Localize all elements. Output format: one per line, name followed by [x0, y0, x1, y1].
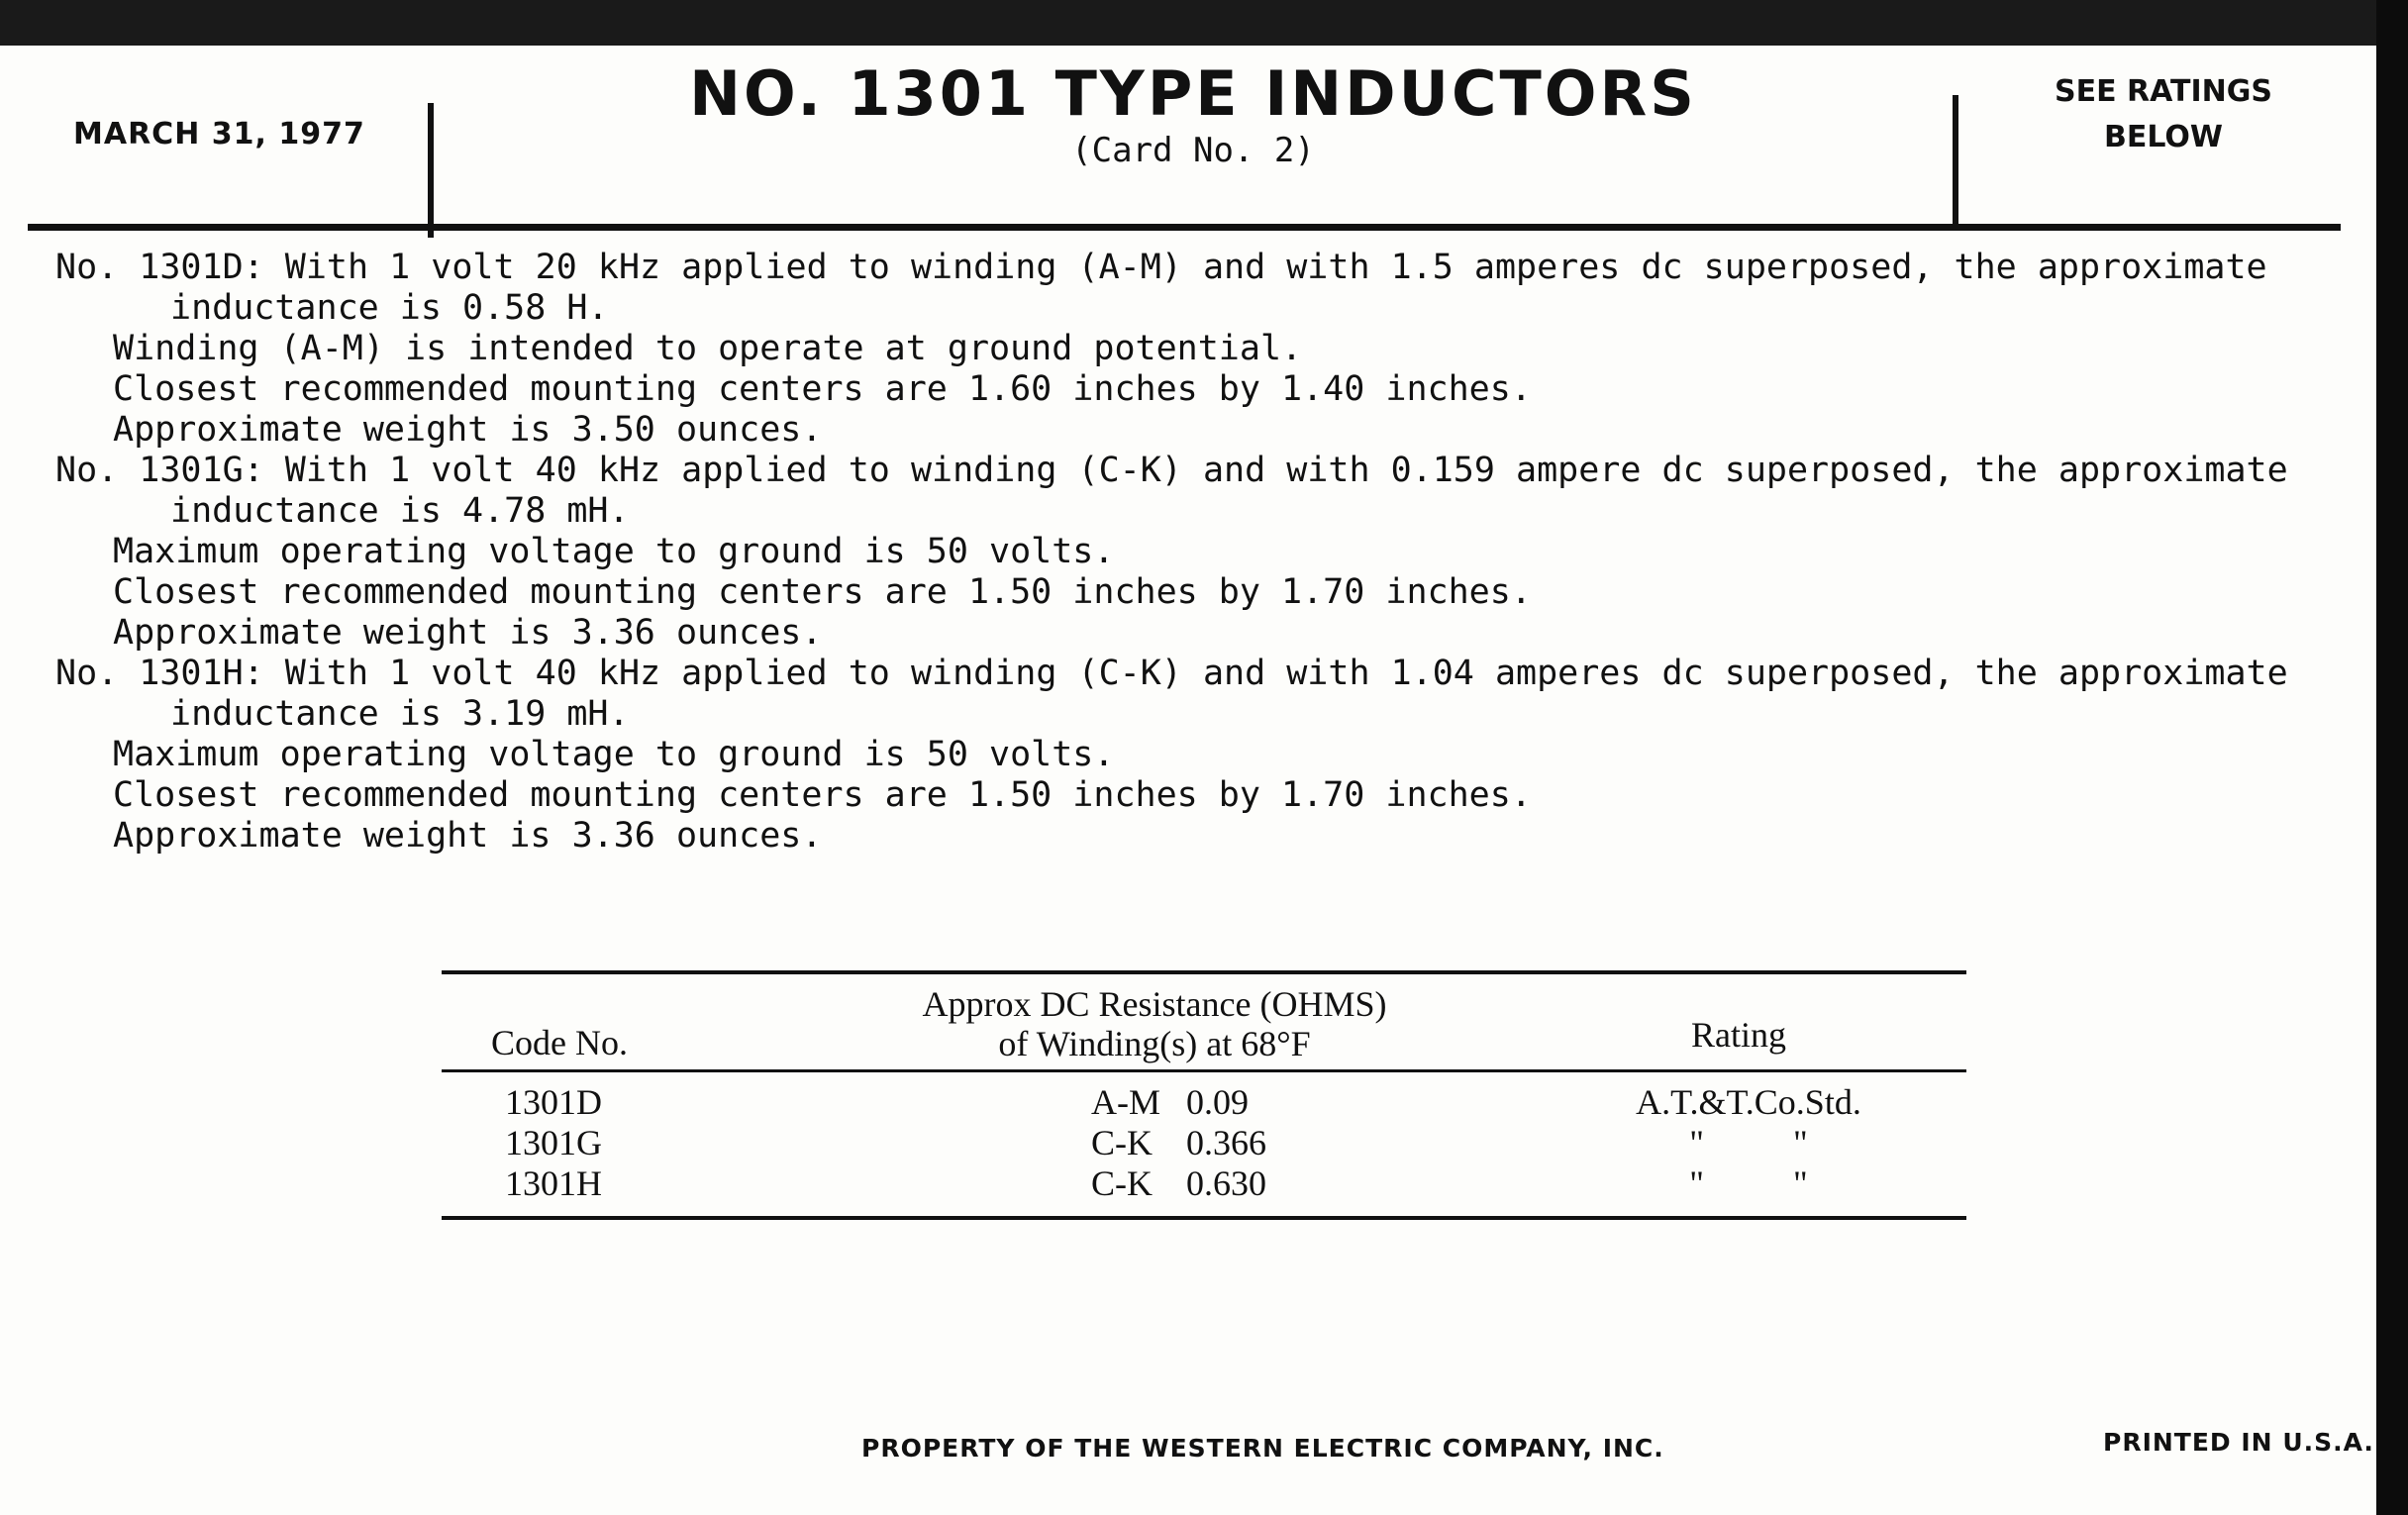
spec-line: Closest recommended mounting centers are 1.50 inches by 1.70 inches.: [113, 572, 1532, 612]
header-divider-left: [428, 103, 434, 238]
column-header-rating: Rating: [1691, 1015, 1786, 1055]
scan-edge: [2376, 0, 2408, 1515]
cell-rating: A.T.&T.Co.Std.: [1636, 1082, 1861, 1122]
cell-code: 1301G: [505, 1123, 602, 1162]
column-header-resistance-line2: of Winding(s) at 68°F: [998, 1024, 1311, 1063]
spec-line: No. 1301H: With 1 volt 40 kHz applied to winding (C-K) and with 1.04 amperes dc superposed, the approximate: [55, 654, 2288, 693]
column-header-code: Code No.: [491, 1023, 628, 1062]
spec-line: Approximate weight is 3.50 ounces.: [113, 410, 823, 450]
footer-printed-notice: PRINTED IN U.S.A.: [2103, 1428, 2374, 1457]
spec-line: No. 1301G: With 1 volt 40 kHz applied to winding (C-K) and with 0.159 ampere dc superposed, the approximate: [55, 451, 2288, 490]
card-title: NO. 1301 TYPE INDUCTORS: [689, 57, 1697, 130]
cell-winding: C-K: [1091, 1123, 1153, 1162]
column-header-resistance-line1: Approx DC Resistance (OHMS): [922, 984, 1387, 1024]
cell-rating: " ": [1689, 1163, 1808, 1203]
spec-line: Closest recommended mounting centers are 1.60 inches by 1.40 inches.: [113, 369, 1532, 409]
cell-winding: A-M: [1091, 1082, 1160, 1122]
cell-winding: C-K: [1091, 1163, 1153, 1203]
spec-line: inductance is 0.58 H.: [170, 288, 609, 328]
cell-resistance: 0.366: [1186, 1123, 1266, 1162]
spec-line: Approximate weight is 3.36 ounces.: [113, 816, 823, 856]
spec-line: Maximum operating voltage to ground is 50 volts.: [113, 532, 1115, 571]
ratings-note-line1: SEE RATINGS: [2055, 74, 2272, 109]
table-row: [442, 1162, 1966, 1204]
table-row: [442, 1122, 1966, 1163]
specification-text: [55, 248, 2333, 857]
spec-line: Maximum operating voltage to ground is 50 volts.: [113, 735, 1115, 774]
header-divider-right: [1953, 95, 1958, 228]
card-subtitle: (Card No. 2): [1071, 131, 1315, 170]
spec-line: Winding (A-M) is intended to operate at ground potential.: [113, 329, 1303, 368]
card-date: MARCH 31, 1977: [73, 117, 365, 152]
table-rule-bottom: [442, 1216, 1966, 1220]
spec-line: inductance is 3.19 mH.: [170, 694, 630, 734]
spec-line: Approximate weight is 3.36 ounces.: [113, 613, 823, 653]
ratings-note: [1970, 69, 2357, 160]
ratings-note-line2: BELOW: [2104, 120, 2223, 154]
table-rule-header: [442, 1069, 1966, 1072]
spec-line: inductance is 4.78 mH.: [170, 491, 630, 531]
cell-rating: " ": [1689, 1123, 1808, 1162]
spec-line: No. 1301D: With 1 volt 20 kHz applied to winding (A-M) and with 1.5 amperes dc superposed, the approximate: [55, 248, 2267, 287]
table-row: [442, 1081, 1966, 1123]
footer-property-notice: PROPERTY OF THE WESTERN ELECTRIC COMPANY, INC.: [861, 1434, 1664, 1463]
table-rule-top: [442, 970, 1966, 974]
cell-code: 1301D: [505, 1082, 602, 1122]
column-header-resistance: [857, 984, 1452, 1063]
cell-resistance: 0.630: [1186, 1163, 1266, 1203]
cell-code: 1301H: [505, 1163, 602, 1203]
header-rule: [28, 224, 2341, 231]
spec-line: Closest recommended mounting centers are 1.50 inches by 1.70 inches.: [113, 775, 1532, 815]
cell-resistance: 0.09: [1186, 1082, 1249, 1122]
